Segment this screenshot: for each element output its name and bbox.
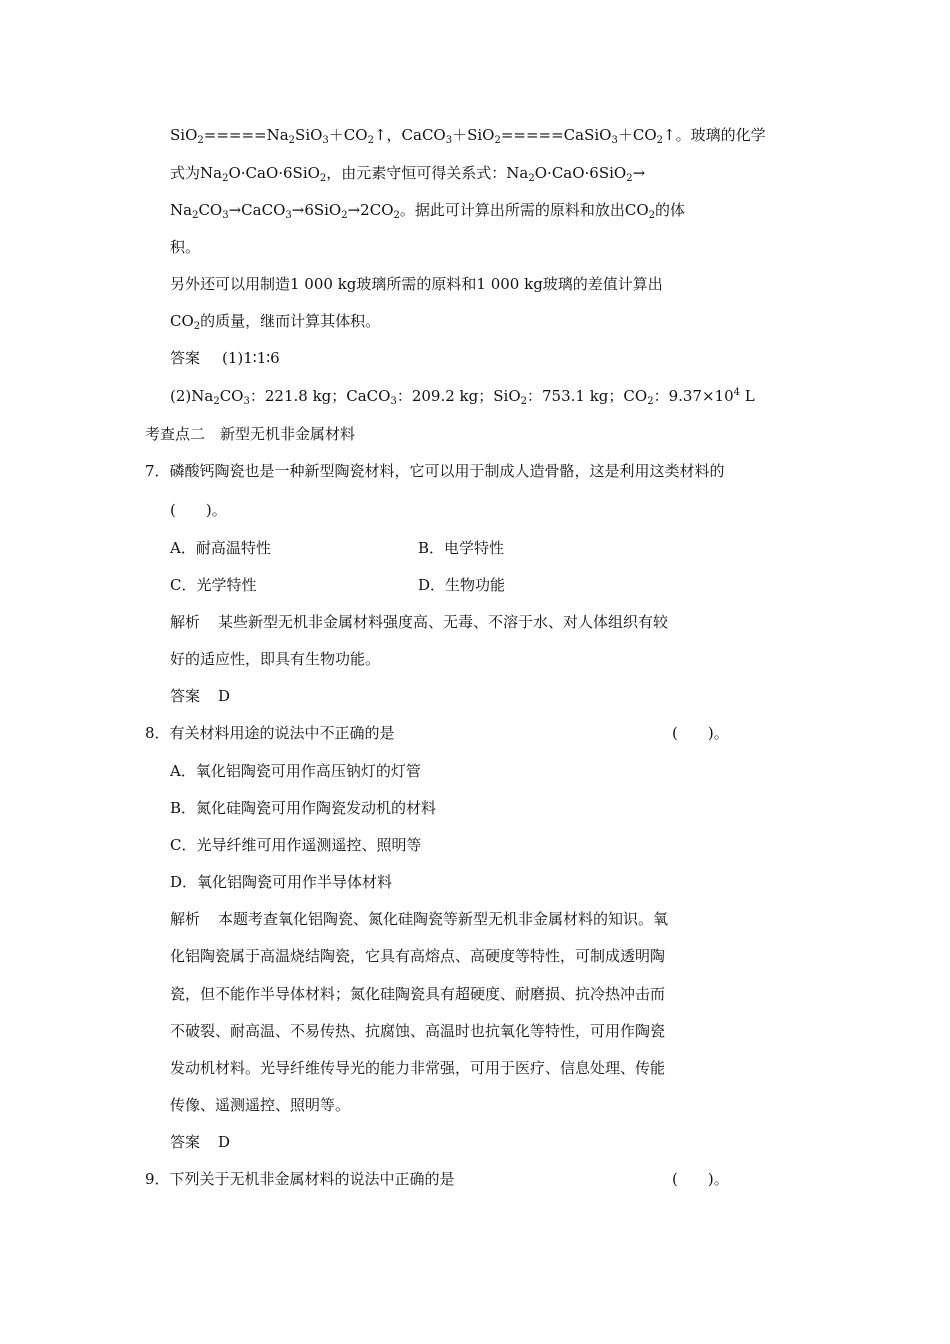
q8-answer [170, 1132, 230, 1152]
q8-option-a: A．氧化铝陶瓷可用作高压钠灯的灯管 [170, 762, 421, 780]
q8-analysis-line-2: 化铝陶瓷属于高温烧结陶瓷，它具有高熔点、高硬度等特性，可制成透明陶 [170, 947, 666, 965]
q6-answer-part-2: $(2)Na_2CO_3$：221.8 kg；CaCO$_3$：209.2 kg；SiO$_2$：753.1 kg；$CO_2$：$9.37\times 10^4$ L [170, 387, 755, 407]
answer-label: 答案 [170, 1133, 201, 1151]
q6-answer [170, 348, 280, 368]
q7-bracket: ( )。 [170, 501, 227, 519]
solution-line-3: $Na_2CO_3\to CaCO_3\to 6SiO_2\to 2CO_2$。据此可计算出所需的原料和放出$CO_2$的体 [170, 201, 686, 221]
solution-line-5: 另外还可以用制造1 000 kg玻璃所需的原料和1 000 kg玻璃的差值计算出 [170, 275, 663, 293]
q7-option-c: C．光学特性 [170, 576, 257, 594]
q8-bracket: ( )。 [672, 724, 729, 742]
q7-answer [170, 686, 230, 706]
answer-label: 答案 [170, 687, 201, 705]
q7-option-b: B．电学特性 [418, 539, 505, 557]
q8-analysis-line-3: 瓷，但不能作半导体材料；氮化硅陶瓷具有超硬度、耐磨损、抗冷热冲击而 [170, 985, 666, 1003]
q8-stem: 8．有关材料用途的说法中不正确的是 [145, 724, 395, 742]
q8-analysis [170, 909, 668, 929]
analysis-label: 解析 [170, 910, 201, 928]
analysis-text: 某些新型无机非金属材料强度高、无毒、不溶于水、对人体组织有较 [218, 613, 669, 631]
q8-option-c: C．光导纤维可用作遥测遥控、照明等 [170, 836, 422, 854]
analysis-label: 解析 [170, 613, 201, 631]
q9-stem: 9．下列关于无机非金属材料的说法中正确的是 [145, 1170, 455, 1188]
q9-bracket: ( )。 [672, 1170, 729, 1188]
section-heading: 考查点二 新型无机非金属材料 [145, 425, 356, 443]
answer-value: D [218, 1133, 231, 1151]
q7-option-a: A．耐高温特性 [170, 539, 271, 557]
q8-analysis-line-5: 发动机材料。光导纤维传导光的能力非常强，可用于医疗、信息处理、传能 [170, 1059, 666, 1077]
q8-analysis-line-6: 传像、遥测遥控、照明等。 [170, 1096, 351, 1114]
q8-option-b: B．氮化硅陶瓷可用作陶瓷发动机的材料 [170, 799, 437, 817]
q7-stem: 7．磷酸钙陶瓷也是一种新型陶瓷材料，它可以用于制成人造骨骼，这是利用这类材料的 [145, 462, 725, 480]
q7-option-d: D．生物功能 [418, 576, 506, 594]
solution-line-1: $SiO_2=====Na_2SiO_3+CO_2↑$，$CaCO_3+SiO_2=====CaSiO_3+CO_2↑$。玻璃的化学 [170, 126, 766, 146]
answer-value: D [218, 687, 231, 705]
q8-analysis-line-4: 不破裂、耐高温、不易传热、抗腐蚀、高温时也抗氧化等特性，可用作陶瓷 [170, 1022, 666, 1040]
q7-analysis [170, 612, 668, 632]
q7-analysis-line-2: 好的适应性，即具有生物功能。 [170, 650, 381, 668]
analysis-text: 本题考查氧化铝陶瓷、氮化硅陶瓷等新型无机非金属材料的知识。氧 [218, 910, 669, 928]
q8-option-d: D．氧化铝陶瓷可用作半导体材料 [170, 873, 393, 891]
solution-line-4: 积。 [170, 238, 201, 256]
answer-label: 答案 [170, 349, 201, 367]
solution-line-6: $CO_2$的质量，继而计算其体积。 [170, 312, 381, 332]
solution-line-2: 式为$Na_2O\cdot CaO\cdot 6SiO_2$，由元素守恒可得关系式：$Na_2O\cdot CaO\cdot 6SiO_2\to$ [170, 164, 646, 184]
answer-part-1: (1)1∶1∶6 [222, 349, 280, 367]
